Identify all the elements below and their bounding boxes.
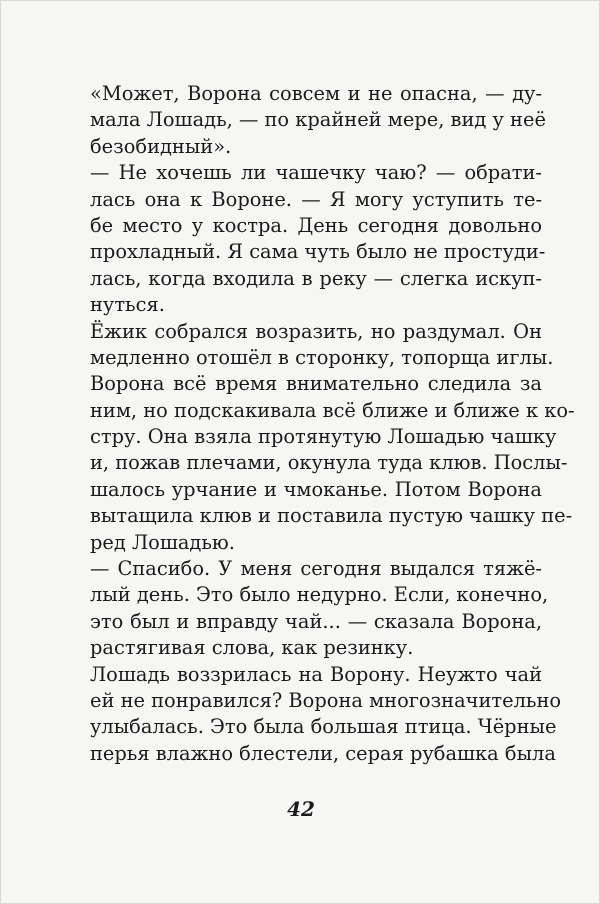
text-line: Лошадь воззрилась на Ворону. Неужто чай: [90, 662, 542, 686]
text-line: шалось урчание и чмоканье. Потом Ворона: [90, 477, 542, 501]
text-line: улыбалась. Это была большая птица. Чёрные: [90, 715, 557, 739]
text-line: перья влажно блестели, серая рубашка была: [90, 741, 556, 765]
text-line: ним, но подскакивала всё ближе и ближе к ко-: [90, 398, 575, 422]
page-number: 42: [287, 797, 315, 821]
text-line: — Не хочешь ли чашечку чаю? — обрати-: [90, 161, 542, 185]
text-line: прохладный. Я сама чуть было не простуди-: [90, 240, 546, 264]
text-line: это был и вправду чай... — сказала Ворона,: [90, 609, 542, 633]
text-line: нуться.: [90, 293, 165, 317]
text-line: лась, когда входила в реку — слегка искуп-: [90, 266, 542, 290]
text-line: ей не понравился? Ворона многозначительно: [90, 688, 562, 712]
text-line: медленно отошёл в сторонку, топорща иглы.: [90, 345, 554, 369]
text-line: Ворона всё время внимательно следила за: [90, 372, 542, 396]
text-line: вытащила клюв и поставила пустую чашку пе-: [90, 504, 573, 528]
text-line: лый день. Это было недурно. Если, конечно,: [90, 583, 549, 607]
text-line: Ёжик собрался возразить, но раздумал. Он: [90, 319, 542, 343]
text-line: безобидный».: [90, 134, 232, 158]
body-text: [90, 81, 575, 767]
text-line: бе место у костра. День сегодня довольно: [90, 213, 542, 237]
text-line: лась она к Вороне. — Я могу уступить те-: [90, 187, 542, 211]
text-line: мала Лошадь, — по крайней мере, вид у неё: [90, 108, 546, 132]
text-line: ред Лошадью.: [90, 530, 235, 554]
text-line: — Спасибо. У меня сегодня выдался тяжё-: [90, 557, 542, 581]
text-line: стру. Она взяла протянутую Лошадью чашку: [90, 425, 557, 449]
text-line: растягивая слова, как резинку.: [90, 636, 414, 660]
text-line: и, пожав плечами, окунула туда клюв. Послы-: [90, 451, 568, 475]
text-line: «Может, Ворона совсем и не опасна, — ду-: [90, 82, 542, 105]
